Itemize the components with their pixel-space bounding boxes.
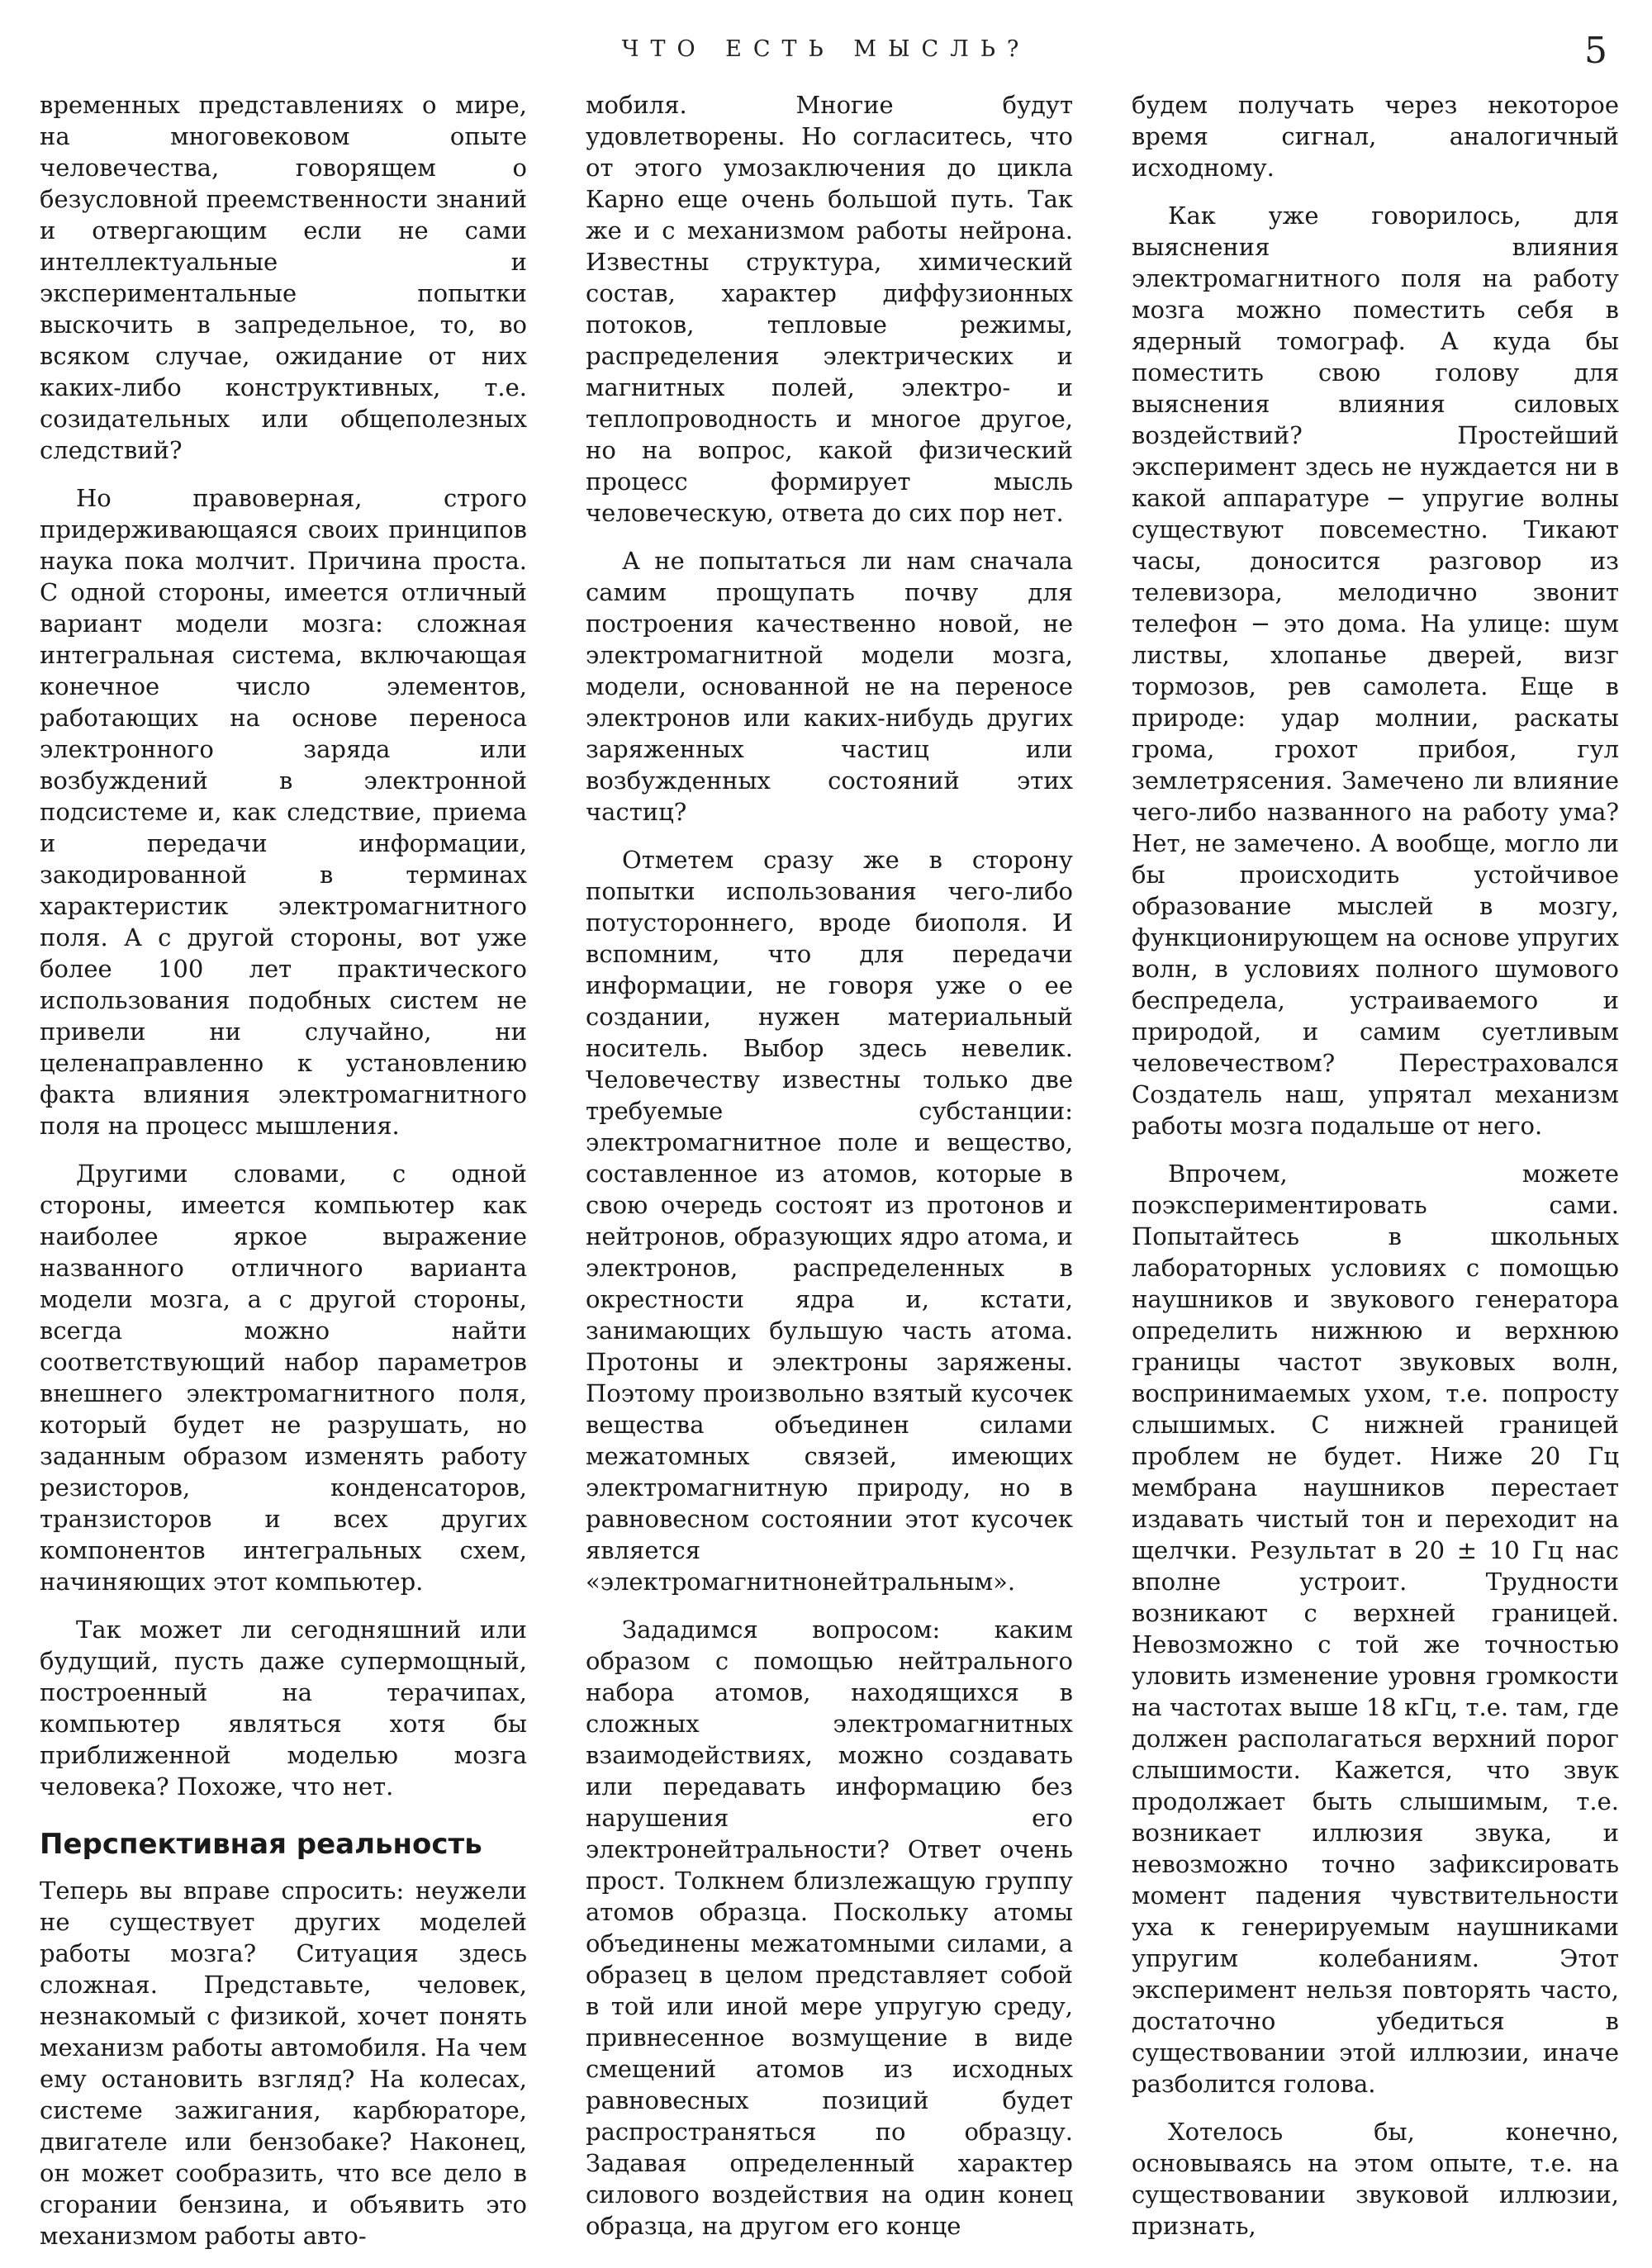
paragraph: Другими словами, с одной стороны, имеется компьютер как наиболее яркое выражение названного отличного варианта модели мозга, а с другой стороны, всегда можно найти соответствующий набор параметров внешнего электромагнитного поля, который будет не разрушать, но заданным образом изменять работу резисторов, конденсаторов, транзисторов и всех других компонентов интегральных схем, начиняющих этот компьютер. (40, 1160, 527, 1596)
paragraph: Так может ли сегодняшний или будущий, пусть даже супермощный, построенный на терачипах, компьютер являться хотя бы приближенной моделью мозга человека? Похоже, что нет. (40, 1616, 527, 1801)
text-columns (40, 89, 1620, 2250)
paragraph: Отметем сразу же в сторону попытки использования чего-либо потустороннего, вроде биополя. И вспомним, что для передачи информации, не говоря уже о ее создании, нужен материальный носитель. Выбор здесь невелик. Человечеству известны только две требуемые субстанции: электромагнитное поле и вещество, составленное из атомов, которые в свою очередь состоят из протонов и нейтронов, образующих ядро атома, и электронов, распределенных в окрестности ядра и, кстати, занимающих бульшую часть атома. Протоны и электроны заряжены. Поэтому произвольно взятый кусочек вещества объединен силами межатомных связей, имеющих электромагнитную природу, но в равновесном состоянии этот кусочек является «электромагнитнонейтральным». (586, 846, 1073, 1596)
paragraph: Теперь вы вправе спросить: неужели не существует других моделей работы мозга? Ситуация здесь сложная. Представьте, человек, незнакомый с физикой, хочет понять механизм работы автомобиля. На чем ему остановить взгляд? На колесах, системе зажигания, карбюраторе, двигателе или бензобаке? Наконец, он может сообразить, что все дело в сгорании бензина, и объявить это механизмом работы авто- (40, 1877, 527, 2250)
column-1 (40, 89, 527, 2268)
paragraph: Хотелось бы, конечно, основываясь на этом опыте, т.е. на существовании звуковой иллюзии, признать, (1132, 2118, 1619, 2240)
column-2 (586, 89, 1073, 2268)
paragraph: временных представлениях о мире, на многовековом опыте человечества, говорящем о безусловной преемственности знаний и отвергающим если не сами интеллектуальные и экспериментальные попытки выскочить в запредельное, то, во всяком случае, ожидание от них каких-либо конструктивных, т.е. созидательных или общеполезных следствий? (40, 91, 527, 464)
paragraph: Впрочем, можете поэкспериментировать сами. Попытайтесь в школьных лабораторных условиях с помощью наушников и звукового генератора определить нижнюю и верхнюю границы частот звуковых волн, воспринимаемых ухом, т.е. попросту слышимых. С нижней границей проблем не будет. Ниже 20 Гц мембрана наушников перестает издавать чистый тон и переходит на щелчки. Результат в 20 ± 10 Гц нас вполне устроит. Трудности возникают с верхней границей. Невозможно с той же точностью уловить изменение уровня громкости на частотах выше 18 кГц, т.е. там, где должен располагаться верхний порог слышимости. Кажется, что звук продолжает быть слышимым, т.е. возникает иллюзия звука, и невозможно точно зафиксировать момент падения чувствительности уха к генерируемым наушниками упругим колебаниям. Этот эксперимент нельзя повторять часто, достаточно убедиться в существовании этой иллюзии, иначе разболится голова. (1132, 1160, 1619, 2098)
page-number: 5 (1584, 30, 1607, 72)
running-title: ЧТО ЕСТЬ МЫСЛЬ? (621, 36, 1031, 62)
paragraph: Зададимся вопросом: каким образом с помощью нейтрального набора атомов, находящихся в сложных электромагнитных взаимодействиях, можно создавать или передавать информацию без нарушения его электронейтральности? Ответ очень прост. Толкнем близлежащую группу атомов образца. Поскольку атомы объединены межатомными силами, а образец в целом представляет собой в той или иной мере упругую среду, привнесенное возмущение в виде смещений атомов из исходных равновесных позиций будет распространяться по образцу. Задавая определенный характер силового воздействия на один конец образца, на другом его конце (586, 1616, 1073, 2240)
paragraph: Как уже говорилось, для выяснения влияния электромагнитного поля на работу мозга можно поместить себя в ядерный томограф. А куда бы поместить свою голову для выяснения влияния силовых воздействий? Простейший эксперимент здесь не нуждается ни в какой аппаратуре − упругие волны существуют повсеместно. Тикают часы, доносится разговор из телевизора, мелодично звонит телефон − это дома. На улице: шум листвы, хлопанье дверей, визг тормозов, рев самолета. Еще в природе: удар молнии, раскаты грома, грохот прибоя, гул землетрясения. Замечено ли влияние чего-либо названного на работу ума? Нет, не замечено. А вообще, могло ли бы происходить устойчивое образование мыслей в мозгу, функционирующем на основе упругих волн, в условиях полного шумового беспредела, устраиваемого и природой, и самим суетливым человечеством? Перестраховался Создатель наш, упрятал механизм работы мозга подальше от него. (1132, 202, 1620, 1140)
paragraph: А не попытаться ли нам сначала самим прощупать почву для построения качественно новой, не электромагнитной модели мозга, модели, основанной не на переносе электронов или каких-нибудь других заряженных частиц или возбужденных состояний этих частиц? (586, 547, 1073, 826)
column-3 (1132, 89, 1619, 2268)
paragraph: мобиля. Многие будут удовлетворены. Но согласитесь, что от этого умозаключения до цикла Карно еще очень большой путь. Так же и с механизмом работы нейрона. Известны структура, химический состав, характер диффузионных потоков, тепловые режимы, распределения электрических и магнитных полей, электро- и теплопроводность и многое другое, но на вопрос, какой физический процесс формирует мысль человеческую, ответа до сих пор нет. (586, 91, 1073, 527)
paragraph: Но правоверная, строго придерживающаяся своих принципов наука пока молчит. Причина проста. С одной стороны, имеется отличный вариант модели мозга: сложная интегральная система, включающая конечное число элементов, работающих на основе переноса электронного заряда или возбуждений в электронной подсистеме и, как следствие, приема и передачи информации, закодированной в терминах характеристик электромагнитного поля. А с другой стороны, вот уже более 100 лет практического использования подобных систем не привели ни случайно, ни целенаправленно к установлению факта влияния электромагнитного поля на процесс мышления. (40, 484, 527, 1140)
paragraph: будем получать через некоторое время сигнал, аналогичный исходному. (1132, 91, 1619, 182)
section-heading: Перспективная реальность (40, 1828, 482, 1861)
